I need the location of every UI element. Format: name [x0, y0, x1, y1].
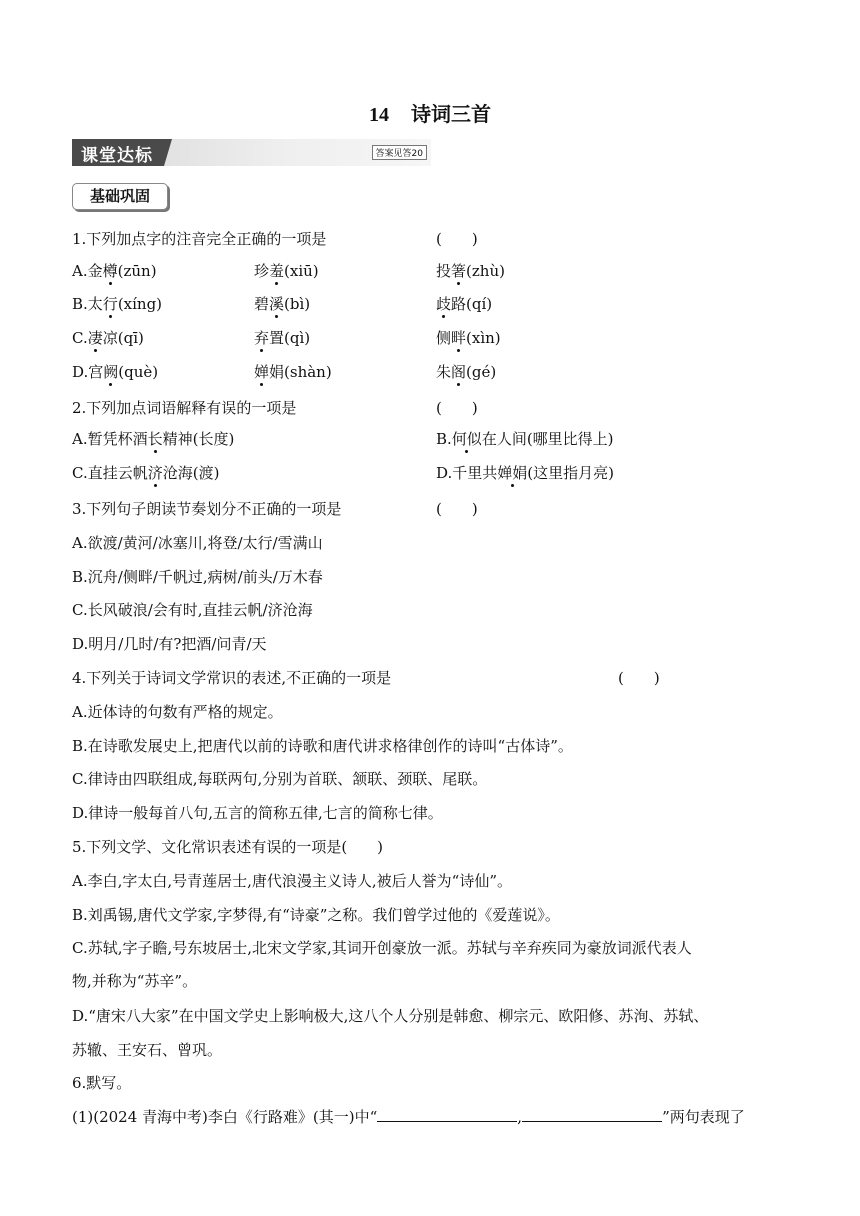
q1-option-b-2 [254, 294, 310, 314]
q4-answer-paren: ( ) [618, 669, 660, 687]
fill-blank-2[interactable] [522, 1107, 662, 1122]
dotted-char: 羞 [269, 262, 285, 280]
dotted-char: 行 [102, 295, 118, 313]
text: (bì) [284, 295, 311, 313]
text: 投 [436, 262, 452, 280]
q2-option-a [72, 429, 234, 449]
q1-option-a-2 [254, 261, 319, 281]
text: C. [72, 329, 88, 347]
text: 碧 [254, 295, 270, 313]
dotted-char: 溪 [269, 295, 285, 313]
answer-reference: 答案见答20 [372, 145, 427, 160]
text: (zhù) [466, 262, 505, 280]
text: (这里指月亮) [527, 464, 614, 482]
text: 路(qí) [451, 295, 493, 313]
q1-option-c-1 [72, 328, 144, 348]
text: (1)(2024 青海中考)李白《行路难》(其一)中“ [72, 1108, 378, 1126]
section-banner [72, 139, 431, 166]
q1-option-a-3 [436, 261, 505, 281]
text: 沧海(渡) [162, 464, 220, 482]
q1-stem: 1.下列加点字的注音完全正确的一项是 [72, 230, 327, 248]
q5-option-d-cont: 苏辙、王安石、曾巩。 [72, 1041, 223, 1059]
q1-option-b-1 [72, 294, 162, 314]
text: (xíng) [117, 295, 163, 313]
dotted-char: 樽 [102, 262, 118, 280]
q1-option-a-1 [72, 261, 157, 281]
dotted-char: 婵 [254, 363, 270, 381]
text: (xiū) [284, 262, 319, 280]
dotted-char: 凄 [87, 329, 103, 347]
dotted-char: 歧 [436, 295, 452, 313]
q1-option-b-3 [436, 294, 492, 314]
text: (què) [118, 363, 159, 381]
q3-answer-paren: ( ) [436, 500, 478, 518]
q3-option-b: B.沉舟/侧畔/千帆过,病树/前头/万木春 [72, 568, 323, 586]
text: D.千里共 [436, 464, 498, 482]
text: 置(qì) [269, 329, 311, 347]
q2-answer-paren: ( ) [436, 399, 478, 417]
lesson-number: 14 [369, 104, 389, 126]
q1-answer-paren: ( ) [436, 230, 478, 248]
fill-blank-1[interactable] [377, 1107, 517, 1122]
text: ”两句表现了 [662, 1108, 745, 1126]
q5-option-a: A.李白,字太白,号青莲居士,唐代浪漫主义诗人,被后人誉为“诗仙”。 [72, 872, 513, 890]
text: C.直挂云帆 [72, 464, 148, 482]
text: 朱 [436, 363, 452, 381]
text: A.暂凭杯酒 [72, 430, 148, 448]
q2-stem: 2.下列加点词语解释有误的一项是 [72, 399, 297, 417]
text: 精神(长度) [162, 430, 235, 448]
dotted-char: 济 [147, 464, 163, 482]
q4-option-d: D.律诗一般每首八句,五言的简称五律,七言的简称七律。 [72, 804, 443, 822]
q3-stem: 3.下列句子朗读节奏划分不正确的一项是 [72, 500, 342, 518]
text: , [517, 1108, 523, 1126]
q2-option-c [72, 463, 219, 483]
q3-option-c: C.长风破浪/会有时,直挂云帆/济沧海 [72, 601, 313, 619]
text: (gé) [466, 363, 497, 381]
q5-option-b: B.刘禹锡,唐代文学家,字梦得,有“诗豪”之称。我们曾学过他的《爱莲说》。 [72, 906, 560, 924]
q6-sub1 [72, 1107, 745, 1127]
q4-stem: 4.下列关于诗词文学常识的表述,不正确的一项是 [72, 669, 392, 687]
q1-option-d-3 [436, 362, 496, 382]
dotted-char: 阁 [451, 363, 467, 381]
text: (zūn) [117, 262, 157, 280]
text: (xìn) [466, 329, 501, 347]
dotted-char: 畔 [451, 329, 467, 347]
text: 珍 [254, 262, 270, 280]
lesson-title: 诗词三首 [411, 102, 491, 126]
q1-option-c-2 [254, 328, 310, 348]
banner-label: 课堂达标 [81, 146, 153, 166]
dotted-char: 阙 [103, 363, 119, 381]
dotted-char: 婵娟 [497, 464, 528, 482]
dotted-char: 何似 [451, 430, 482, 448]
dotted-char: 箸 [451, 262, 467, 280]
dotted-char: 长 [147, 430, 163, 448]
q4-option-b: B.在诗歌发展史上,把唐代以前的诗歌和唐代讲求格律创作的诗叫“古体诗”。 [72, 737, 573, 755]
q2-option-b [436, 429, 614, 449]
text: D.宫 [72, 363, 104, 381]
q3-option-a: A.欲渡/黄河/冰塞川,将登/太行/雪满山 [72, 534, 323, 552]
q5-option-d: D.“唐宋八大家”在中国文学史上影响极大,这八个人分别是韩愈、柳宗元、欧阳修、苏洵、苏轼、 [72, 1007, 709, 1025]
text: 凉(qī) [102, 329, 144, 347]
q1-option-d-1 [72, 362, 158, 382]
text: B. [436, 430, 452, 448]
text: B.太 [72, 295, 103, 313]
text: 娟(shàn) [269, 363, 332, 381]
page-title [0, 98, 860, 127]
q5-stem: 5.下列文学、文化常识表述有误的一项是( ) [72, 838, 384, 856]
text: A.金 [72, 262, 103, 280]
q5-option-c-cont: 物,并称为“苏辛”。 [72, 972, 198, 990]
q4-option-a: A.近体诗的句数有严格的规定。 [72, 703, 283, 721]
section-tag: 基础巩固 [72, 183, 168, 210]
dotted-char: 弃 [254, 329, 270, 347]
text: 侧 [436, 329, 452, 347]
q1-option-d-2 [254, 362, 332, 382]
q3-option-d: D.明月/几时/有?把酒/问青/天 [72, 635, 267, 653]
q1-option-c-3 [436, 328, 501, 348]
q5-option-c: C.苏轼,字子瞻,号东坡居士,北宋文学家,其词开创豪放一派。苏轼与辛弃疾同为豪放词派代表人 [72, 939, 692, 957]
q6-stem: 6.默写。 [72, 1074, 132, 1092]
q4-option-c: C.律诗由四联组成,每联两句,分别为首联、颔联、颈联、尾联。 [72, 770, 488, 788]
text: 在人间(哪里比得上) [481, 430, 614, 448]
q2-option-d [436, 463, 614, 483]
